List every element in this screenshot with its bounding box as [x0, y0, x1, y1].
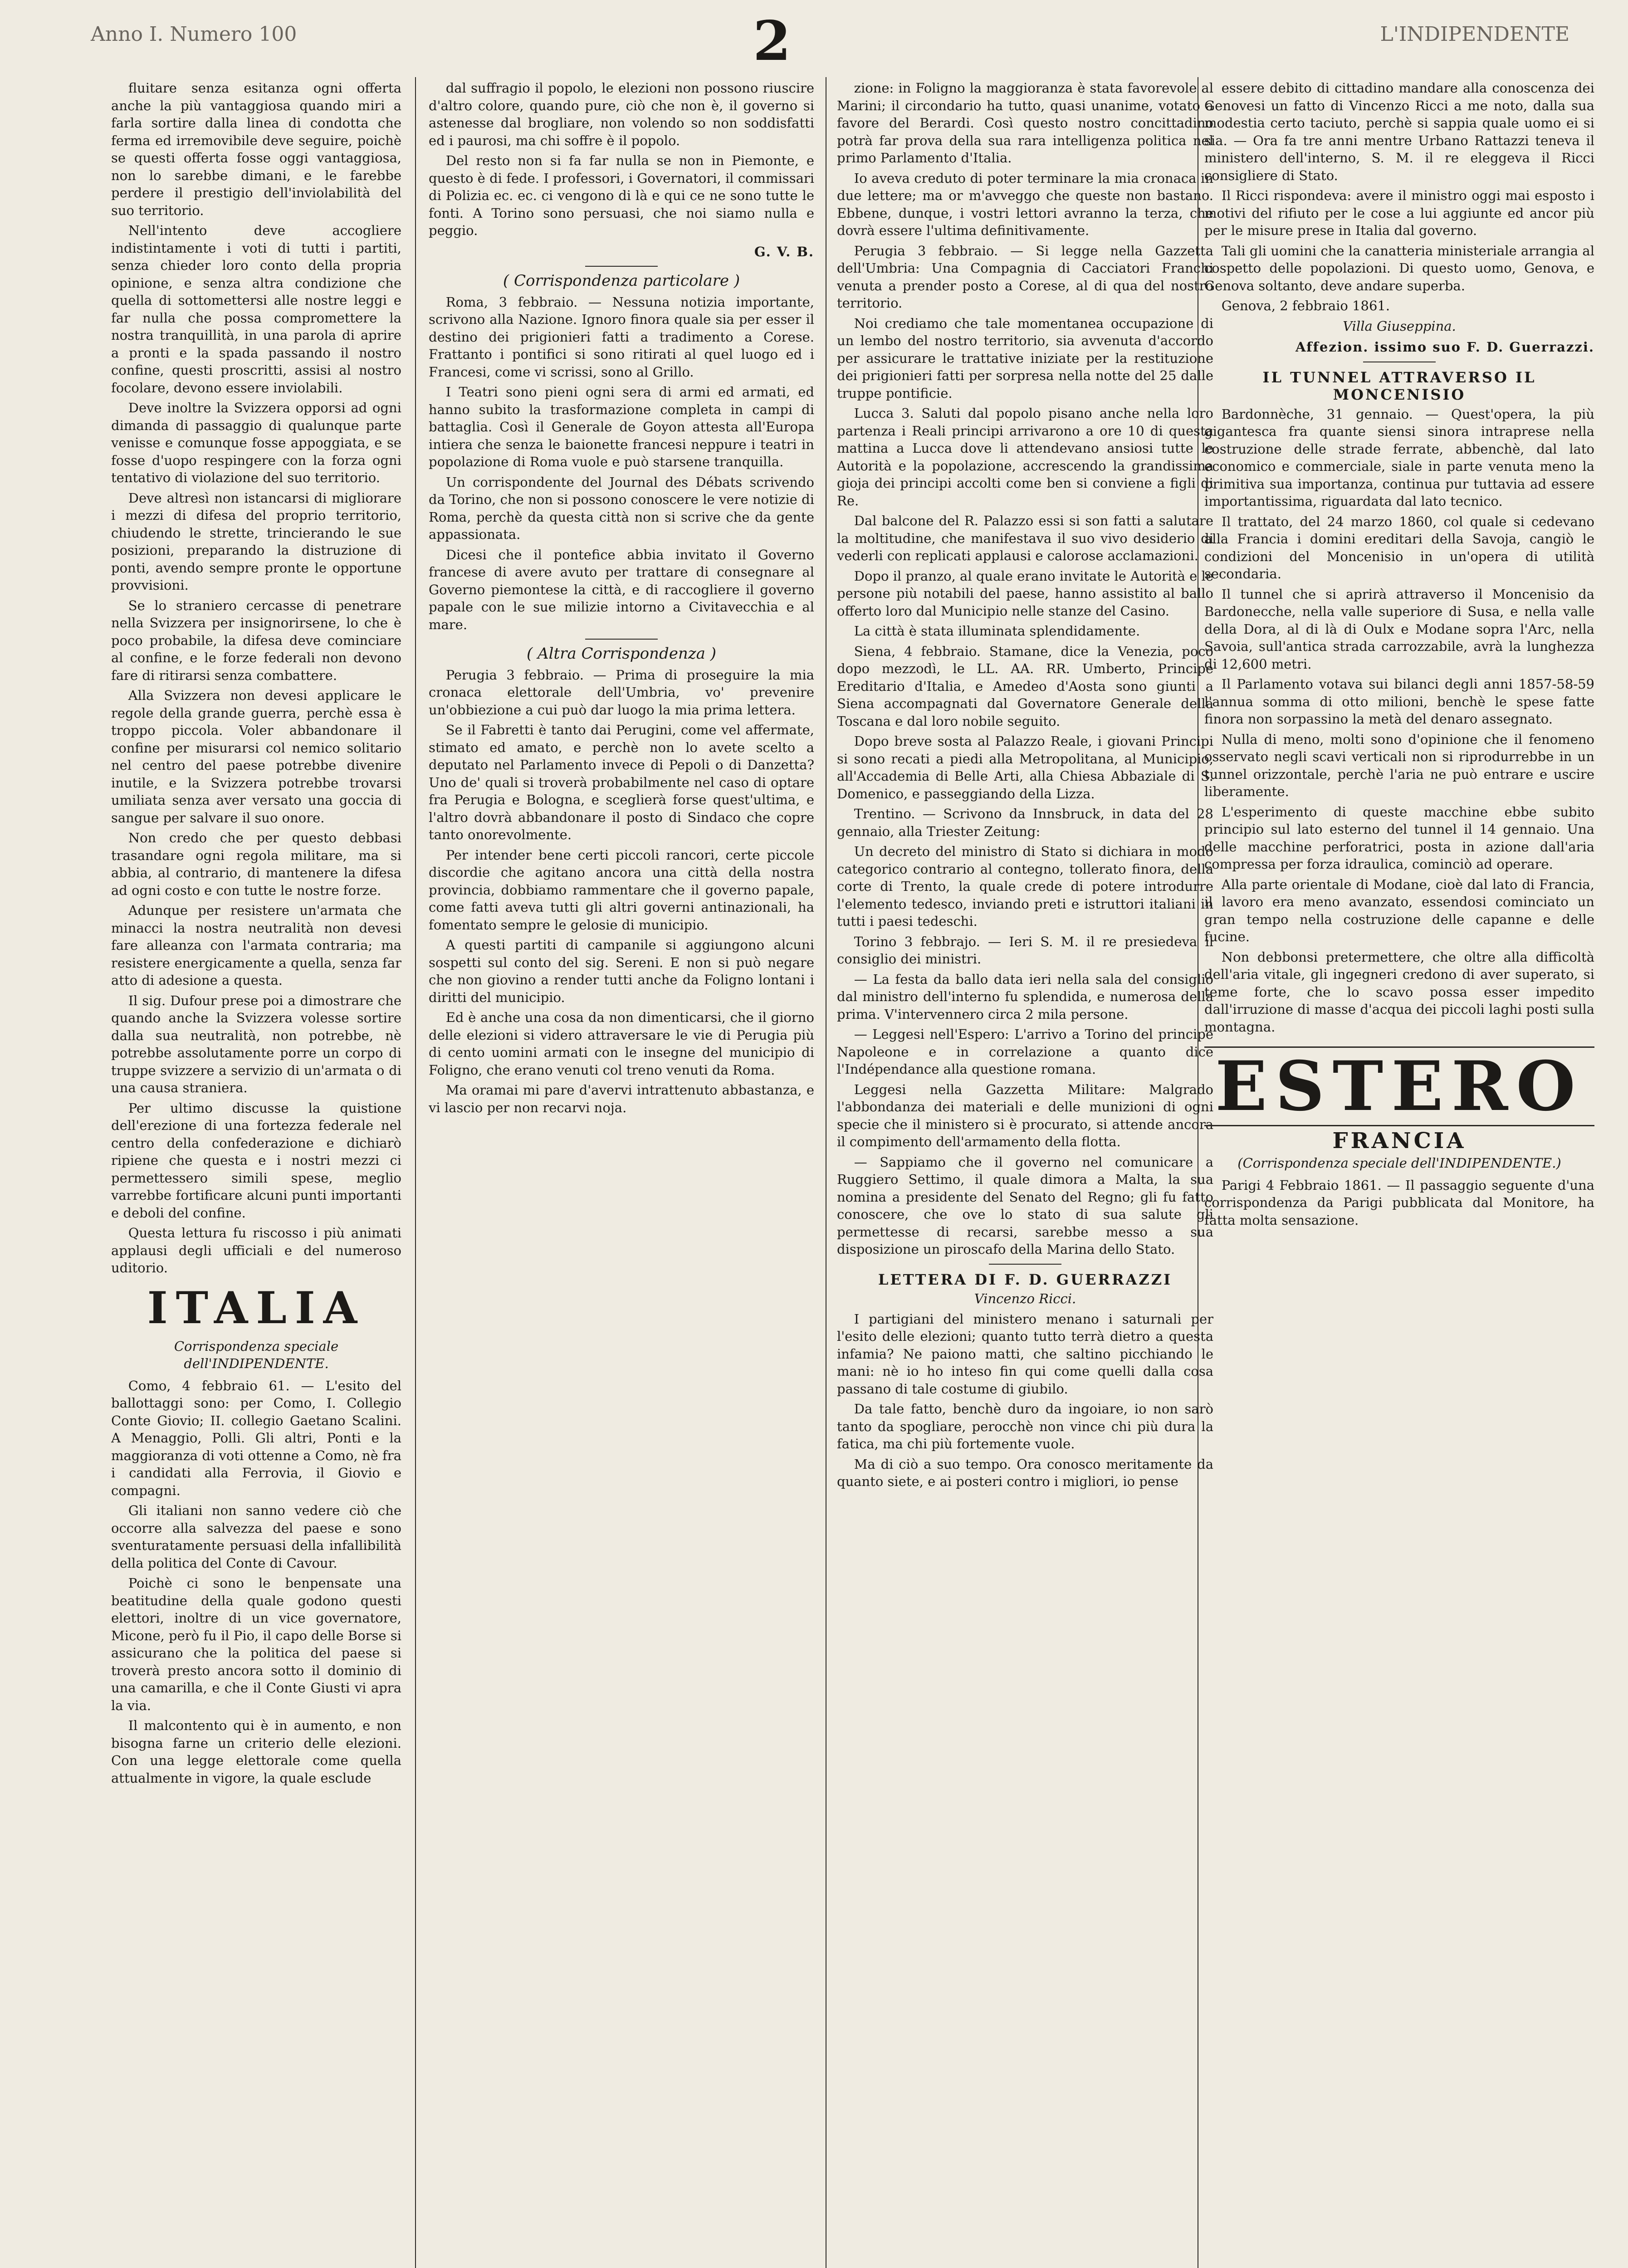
section-estero-title: ESTERO	[1204, 1046, 1594, 1126]
paragraph: Il Parlamento votava sui bilanci degli anni 1857-58-59 l'annua somma di otto milioni, benchè le spese fatte finora non sorpassino la metà del denaro assegnato.	[1204, 676, 1594, 727]
paragraph: Bardonnèche, 31 gennaio. — Quest'opera, la più gigantesca fra quante siensi sinora intraprese nella costruzione delle strade ferrate, abbenchè, dal lato economico e commerciale, siale in parte venuta meno la primitiva sua importanza, continua pur tuttavia ad essere importantissima, riguardata dal lato tecnico.	[1204, 406, 1594, 509]
section-francia-subtitle: (Corrispondenza speciale dell'INDIPENDENTE.)	[1237, 1155, 1561, 1171]
paragraph: Ed è anche una cosa da non dimenticarsi, che il giorno delle elezioni si videro attraversare le vie di Perugia più di cento uomini armati con le insegne del municipio di Foligno, che erano venuti col treno venuti da Roma.	[429, 1010, 814, 1078]
paragraph: L'esperimento di queste macchine ebbe subito principio sul lato esterno del tunnel il 14 gennaio. Una delle macchine perforatrici, posta in azione dall'aria compressa per forza idraulica, cominciò ad operare.	[1204, 804, 1594, 872]
paragraph: Il trattato, del 24 marzo 1860, col quale si cedevano alla Francia i domini ereditari della Savoja, cangiò le condizioni del Moncenisio in un'opera di utilità secondaria.	[1204, 513, 1594, 582]
paragraph: Ma oramai mi pare d'avervi intrattenuto abbastanza, e vi lascio per non recarvi noja.	[429, 1082, 814, 1115]
column-1	[111, 79, 401, 2268]
paragraph: Torino 3 febbrajo. — Ieri S. M. il re presiedeva il consiglio dei ministri.	[837, 934, 1213, 967]
paragraph: Un corrispondente del Journal des Débats scrivendo da Torino, che non si possono conoscere le vere notizie di Roma, perchè da questa città non si scrive che da gente appassionata.	[429, 474, 814, 542]
paragraph: Lucca 3. Saluti dal popolo pisano anche nella loro partenza i Reali principi arrivarono a ore 10 di questa mattina a Lucca dove li attendevano ansiosi tutte le Autorità e la popolazione, accrescendo la grandissima gioja dei principi accolti come ben si conviene a figli di Re.	[837, 406, 1213, 508]
article-paris	[1204, 1177, 1594, 1229]
letter-signature: Affezion. issimo suo F. D. Guerrazzi.	[1295, 339, 1594, 355]
paragraph: Il Ricci rispondeva: avere il ministro oggi mai esposto i motivi del rifiuto per le cose a lui aggiunte ed ancor più per le misure prese in Italia dal governo.	[1204, 188, 1594, 238]
column-3	[837, 79, 1213, 2268]
article-rome	[429, 293, 814, 634]
paragraph: Tali gli uomini che la canatteria ministeriale arrangia al cospetto delle popolazioni. Di questo uomo, Genova, e Genova soltanto, deve andare superba.	[1204, 243, 1594, 293]
paragraph: Como, 4 febbraio 61. — L'esito del ballottaggi sono: per Como, I. Collegio Conte Giovio; II. collegio Gaetano Scalini. A Menaggio, Polli. Gli altri, Ponti e la maggioranza di voti ottenne a Como, nè fra i candidati alla Ferrovia, il Giovio e compagni.	[111, 1378, 401, 1498]
paragraph: Io aveva creduto di poter terminare la mia cronaca in due lettere; ma or m'avveggo che queste non bastano. Ebbene, dunque, i vostri lettori avranno la terza, che dovrà essere l'ultima definitivamente.	[837, 170, 1213, 238]
paragraph: zione: in Foligno la maggioranza è stata favorevole al Marini; il circondario ha tutto, quasi unanime, votato a favore del Berardi. Così questo nostro concittadino potrà far prova della sua rara intelligenza politica nel primo Parlamento d'Italia.	[837, 80, 1213, 166]
paragraph: — Sappiamo che il governo nel comunicare a Ruggiero Settimo, il quale dimora a Malta, la sua nomina a presidente del Senato del Regno; gli fu fatto conoscere, che ove lo stato di sua salute gli permettesse di recarsi, sarebbe messo a sua disposizione un piroscafo della Marina dello Stato.	[837, 1154, 1213, 1257]
article-swiss-defence	[111, 79, 401, 1277]
paragraph: Genova, 2 febbraio 1861.	[1221, 298, 1390, 313]
paragraph: Per ultimo discusse la quistione dell'erezione di una fortezza federale nel centro della confederazione e dichiarò ripiene che questa e i nostri mezzi ci permettessero simili spese, meglio varrebbe fortificare alcuni punti importanti e deboli del confine.	[111, 1100, 401, 1221]
paragraph: Da tale fatto, benchè duro da ingoiare, io non sarò tanto da spogliare, perocchè non vince chi più dura la fatica, ma chi più fortemente vuole.	[837, 1401, 1213, 1452]
article-tunnel	[1204, 406, 1594, 1036]
paragraph: Siena, 4 febbraio. Stamane, dice la Venezia, poco dopo mezzodì, le LL. AA. RR. Umberto, Principe Ereditario d'Italia, e Amedeo d'Aosta sono giunti a Siena accompagnati dal Governatore Generale della Toscana e dal loro nobile seguito.	[837, 643, 1213, 729]
paragraph: Il sig. Dufour prese poi a dimostrare che quando anche la Svizzera volesse sortire dalla sua neutralità, non potrebbe, nè potrebbe assolutamente porre un corpo di truppe svizzere a servizio di un'armata o di una causa straniera.	[111, 992, 401, 1095]
paragraph: Del resto non si fa far nulla se non in Piemonte, e questo è di fede. I professori, i Governatori, il commissari di Polizia ec. ec. ci vengono di là e qui ce ne sono tutte le fonti. A Torino sono persuasi, che noi siamo nulla e peggio.	[429, 153, 814, 238]
article-elections-continued	[429, 79, 814, 240]
paragraph: Dopo il pranzo, al quale erano invitate le Autorità e le persone più notabili del paese, hanno assistito al ballo offerto loro dal Municipio nelle stanze del Casino.	[837, 568, 1213, 619]
page-header	[73, 0, 1588, 73]
paragraph: Noi crediamo che tale momentanea occupazione di un lembo del nostro territorio, sia avvenuta d'accordo per assicurare le trattative iniziate per la restituzione dei prigionieri fatti per sorpresa nella notte del 25 dalle truppe pontificie.	[837, 315, 1213, 401]
paragraph: Alla Svizzera non devesi applicare le regole della grande guerra, perchè essa è troppo piccola. Voler abbandonare il confine per misurarsi col nemico solitario nel centro del paese potrebbe divenire inutile, e la Svizzera potrebbe trovarsi umiliata senza aver versato una goccia di sangue per salvare il suo onore.	[111, 688, 401, 826]
article-perugia	[429, 666, 814, 1117]
letter-recipient: Vincenzo Ricci.	[974, 1291, 1076, 1306]
letter-place: Villa Giuseppina.	[1343, 318, 1456, 334]
paragraph: Perugia 3 febbraio. — Si legge nella Gazzetta dell'Umbria: Una Compagnia di Cacciatori Franchi venuta a prender posto a Corese, al di qua del nostro territorio.	[837, 243, 1213, 311]
letter-title: LETTERA DI F. D. GUERRAZZI	[878, 1271, 1173, 1288]
separator	[585, 266, 658, 267]
paragraph: Non credo che per questo debbasi trasandare ogni regola militare, ma si abbia, al contrario, di mantenere la difesa ad ogni costo e con tutte le nostre forze.	[111, 830, 401, 898]
paragraph: Dopo breve sosta al Palazzo Reale, i giovani Principi si sono recati a piedi alla Metropolitana, al Municipio, all'Accademia di Belle Arti, alla Chiesa Abbaziale di S. Domenico, e passeggiando della Lizza.	[837, 733, 1213, 802]
paragraph: Roma, 3 febbraio. — Nessuna notizia importante, scrivono alla Nazione. Ignoro finora quale sia per esser il destino dei prigionieri fatti a tradimento a Corese. Frattanto i pontifici si sono ritirati al quel luogo ed i Francesi, come vi scrissi, sono al Grillo.	[429, 294, 814, 380]
paragraph: Parigi 4 Febbraio 1861. — Il passaggio seguente d'una corrispondenza da Parigi pubblicata dal Monitore, ha fatta molta sensazione.	[1204, 1177, 1594, 1228]
paragraph: — La festa da ballo data ieri nella sala del consiglio dal ministro dell'interno fu splendida, e numerosa della prima. V'intervennero circa 2 mila persone.	[837, 971, 1213, 1022]
paragraph: Se il Fabretti è tanto dai Perugini, come vel affermate, stimato ed amato, e perchè non lo avete scelto a deputato nel Parlamento invece di Pepoli o di Danzetta? Uno de' quali si troverà probabilmente nel caso di optare fra Perugia e Bologna, e sceglierà forse quest'ultima, e l'altro dovrà abbandonare il posto di Sindaco che copre tanto onorevolmente.	[429, 722, 814, 842]
paragraph: Dicesi che il pontefice abbia invitato il Governo francese di avere avuto per trattare di consegnare al Governo piemontese la città, e di raccogliere il governo papale con le sue milizie intorno a Civitavecchia e al mare.	[429, 547, 814, 632]
paragraph: I Teatri sono pieni ogni sera di armi ed armati, ed hanno subito la trasformazione completa in campi di battaglia. Così il Generale de Goyon attesta all'Europa intiera che senza le baionette francesi neppure i teatri in popolazione di Roma vuole e può starsene tranquilla.	[429, 384, 814, 469]
separator	[989, 1264, 1061, 1265]
paragraph: — Leggesi nell'Espero: L'arrivo a Torino del principe Napoleone e in correlazione a quanto dice l'Indépendance alla questione romana.	[837, 1026, 1213, 1077]
page-number: 2	[753, 9, 791, 73]
paragraph: Se lo straniero cercasse di penetrare nella Svizzera per insignorirsene, lo che è poco probabile, la difesa deve cominciare al confine, e le forze federali non devono fare di ritirarsi senza combattere.	[111, 597, 401, 683]
paragraph: fluitare senza esitanza ogni offerta anche la più vantaggiosa quando miri a farla sortire dalla linea di condotta che ferma ed irremovibile deve seguire, poichè se questi offerta fosse oggi vantaggiosa, non lo sarebbe dimani, e le farebbe perdere il prestigio dell'inviolabilità del suo territorio.	[111, 80, 401, 218]
author-signature: G. V. B.	[754, 244, 814, 259]
paragraph: essere debito di cittadino mandare alla conoscenza dei Genovesi un fatto di Vincenzo Ricci a me noto, dalla sua modestia certo taciuto, perchè si sappia quale uomo ei si sia. — Ora fa tre anni mentre Urbano Rattazzi teneva il ministero dell'interno, S. M. il re eleggeva il Ricci consigliere di Stato.	[1204, 80, 1594, 183]
newspaper-name: L'INDIPENDENTE	[1380, 23, 1569, 46]
article-como	[111, 1377, 401, 1787]
section-italia-subtitle: Corrispondenza speciale dell'INDIPENDENTE.	[174, 1338, 339, 1371]
separator	[585, 639, 658, 640]
paragraph: Adunque per resistere un'armata che minacci la nostra neutralità non devesi fare alleanza con l'armata contraria; ma resistere energicamente a quella, senza far atto di adesione a questa.	[111, 903, 401, 988]
section-italia-title: ITALIA	[147, 1282, 366, 1334]
paragraph: Perugia 3 febbraio. — Prima di proseguire la mia cronaca elettorale dell'Umbria, vo' prevenire un'obbiezione a cui può dar luogo la mia prima lettera.	[429, 667, 814, 718]
paragraph: A questi partiti di campanile si aggiungono alcuni sospetti sul conto del sig. Sereni. E non si può negare che non giovino a render tutti anche da Foligno lontani i diritti del municipio.	[429, 937, 814, 1005]
paragraph: Nulla di meno, molti sono d'opinione che il fenomeno osservato negli scavi verticali non si riprodurrebbe in un tunnel orizzontale, perchè l'aria ne può entrare e uscire liberamente.	[1204, 731, 1594, 799]
section-francia-title: FRANCIA	[1332, 1128, 1467, 1154]
tunnel-title: IL TUNNEL ATTRAVERSO IL MONCENISIO	[1262, 368, 1536, 403]
paragraph: dal suffragio il popolo, le elezioni non possono riuscire d'altro colore, quando pure, ciò che non è, il governo si astenesse dal brogliare, non volendo so non soddisfatti ed i paurosi, ma chi soffre è il popolo.	[429, 80, 814, 148]
paragraph: Il malcontento qui è in aumento, e non bisogna farne un criterio delle elezioni. Con una legge elettorale come quella attualmente in vigore, la quale esclude	[111, 1718, 401, 1786]
issue-number: Anno I. Numero 100	[91, 23, 297, 46]
paragraph: Alla parte orientale di Modane, cioè dal lato di Francia, il lavoro era meno avanzato, essendosi cominciato un gran tempo nella costruzione delle capanne e delle fucine.	[1204, 876, 1594, 944]
paragraph: Questa lettura fu riscosso i più animati applausi degli ufficiali e del numeroso uditorio.	[111, 1225, 401, 1276]
correspondence-title: ( Altra Corrispondenza )	[527, 645, 716, 663]
paragraph: Deve altresì non istancarsi di migliorare i mezzi di difesa del proprio territorio, chiudendo le strette, trincierando le sue posizioni, preparando la distruzione di ponti, avendo sempre pronte le opportune provvisioni.	[111, 490, 401, 593]
paragraph: Trentino. — Scrivono da Innsbruck, in data del 28 gennaio, alla Triester Zeitung:	[837, 806, 1213, 839]
paragraph: Leggesi nella Gazzetta Militare: Malgrado l'abbondanza dei materiali e delle munizioni di ogni specie che il ministero si è procurato, si attende ancora il compimento dell'armamento della flotta.	[837, 1081, 1213, 1149]
article-letter-continued	[1204, 79, 1594, 315]
paragraph: Dal balcone del R. Palazzo essi si son fatti a salutare la moltitudine, che manifestava il suo vivo desiderio di vederli con replicati applausi e calorose acclamazioni.	[837, 513, 1213, 563]
article-news	[837, 79, 1213, 1258]
paragraph: Un decreto del ministro di Stato si dichiara in modo categorico contrario al contegno, tollerato finora, della corte di Trento, la quale crede di potere introdurre l'elemento tedesco, inviando preti e istruttori italiani in tutti i paesi tedeschi.	[837, 844, 1213, 929]
column-2	[429, 79, 814, 2268]
column-rule	[415, 77, 416, 2268]
paragraph: Deve inoltre la Svizzera opporsi ad ogni dimanda di passaggio di qualunque parte venisse e comunque fosse appoggiata, e se fosse d'uopo respingere con la forza ogni tentativo di violazione del suo territorio.	[111, 400, 401, 485]
article-letter	[837, 1310, 1213, 1491]
column-4	[1204, 79, 1594, 2268]
paragraph: Gli italiani non sanno vedere ciò che occorre alla salvezza del paese e sono sventuratamente persuasi della infallibilità della politica del Conte di Cavour.	[111, 1503, 401, 1571]
paragraph: Nell'intento deve accogliere indistintamente i voti di tutti i partiti, senza chieder loro conto della propria opinione, e senza altra condizione che quella di sottomettersi alle nostre leggi e far nulla che possa compromettere la nostra tranquillità, in una parola di aprire a pronti e la spada passando il nostro confine, questi proscritti, assisi al nostro focolare, devono essere inviolabili.	[111, 223, 401, 396]
paragraph: Per intender bene certi piccoli rancori, certe piccole discordie che agitano ancora una città della nostra provincia, dobbiamo rammentare che il governo papale, come fatti aveva tutti gli altri governi antinazionali, ha fomentato sempre le gelosie di municipio.	[429, 847, 814, 933]
paragraph: Non debbonsi pretermettere, che oltre alla difficoltà dell'aria vitale, gli ingegneri credono di aver superato, si teme forte, che lo scavo possa esser impedito dall'irruzione di masse d'acqua dei piccoli laghi posti sulla montagna.	[1204, 949, 1594, 1035]
paragraph: Il tunnel che si aprirà attraverso il Moncenisio da Bardonecche, nella valle superiore di Susa, e nella valle della Dora, al di là di Oulx e Modane sopra l'Arc, nella Savoia, sull'antica strada carrozzabile, avrà la lunghezza di 12,600 metri.	[1204, 586, 1594, 672]
correspondence-title: ( Corrispondenza particolare )	[503, 272, 740, 290]
paragraph: La città è stata illuminata splendidamente.	[854, 623, 1140, 639]
paragraph: I partigiani del ministero menano i saturnali per l'esito delle elezioni; quanto tutto terrà dietro a questa infamia? Ne paiono matti, che saltino picchiando le mani: nè io ho inteso fin qui come quelli dalla cosa passano di tale costume di giubilo.	[837, 1311, 1213, 1397]
paragraph: Poichè ci sono le benpensate una beatitudine della quale godono questi elettori, inoltre di un vice governatore, Micone, però fu il Pio, il capo delle Borse si assicurano che la politica del paese si troverà presto ancora sotto il dominio di una camarilla, e che il Conte Giusti vi apra la via.	[111, 1575, 401, 1713]
paragraph: Ma di ciò a suo tempo. Ora conosco meritamente da quanto siete, e ai posteri contro i migliori, io pense	[837, 1456, 1213, 1489]
